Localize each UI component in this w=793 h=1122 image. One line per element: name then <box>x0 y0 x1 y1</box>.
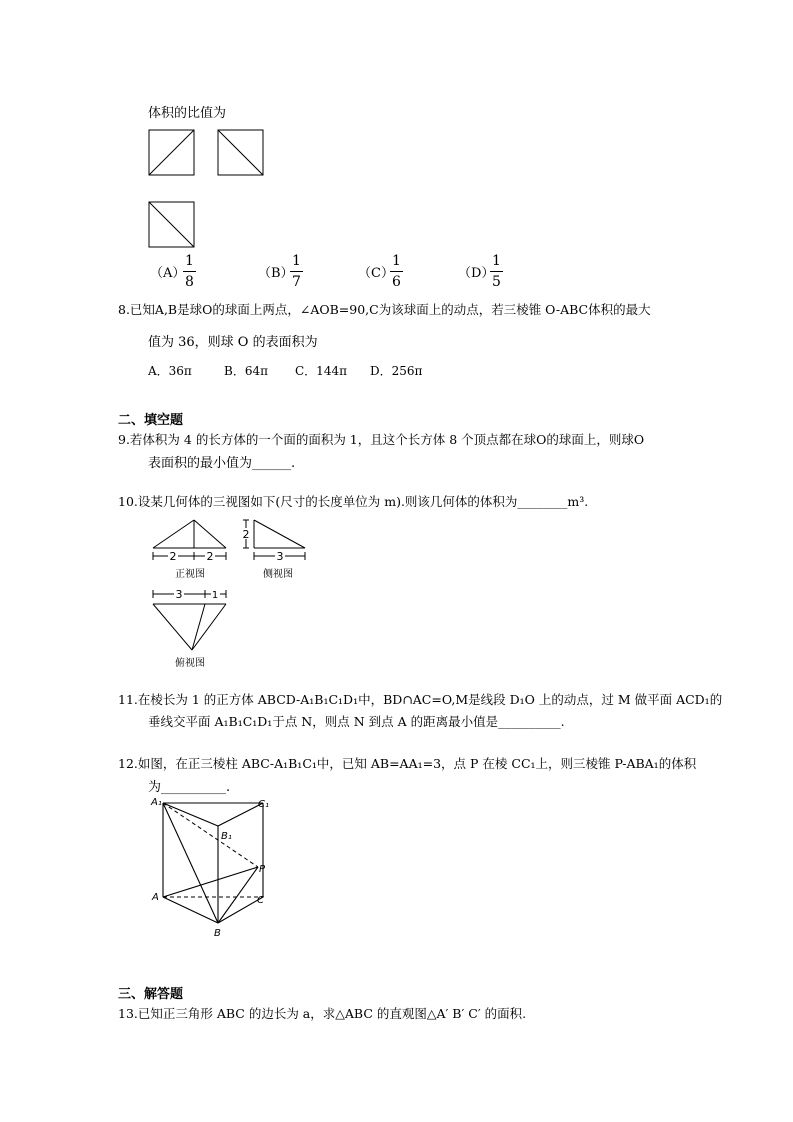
label-b: B <box>214 928 221 939</box>
section-answer-heading: 三、解答题 <box>118 987 184 1002</box>
front-dim-b: 2 <box>206 550 214 563</box>
square-top <box>149 202 194 247</box>
q12-line2: 为__________. <box>148 780 231 795</box>
q11-line2: 垂线交平面 A₁B₁C₁D₁于点 N，则点 N 到点 A 的距离最小值是__________. <box>148 714 565 729</box>
q7-three-view-figure <box>148 129 266 249</box>
side-dim: 3 <box>276 550 284 563</box>
front-view-label: 正视图 <box>175 569 205 580</box>
q12-prism-figure <box>148 793 278 939</box>
q8-option-d: D．256π <box>370 364 423 378</box>
side-view <box>243 520 305 560</box>
front-view <box>153 520 226 560</box>
label-a1: A₁ <box>151 797 162 808</box>
top-dim-a: 3 <box>175 588 183 601</box>
option-a-fraction: 1 8 <box>185 253 194 290</box>
q11-line1: 11.在棱长为 1 的正方体 ABCD-A₁B₁C₁D₁中，BD∩AC=O,M是线段 D₁O 上的动点，过 M 做平面 ACD₁的 <box>118 692 723 707</box>
q12-line1: 12.如图，在正三棱柱 ABC-A₁B₁C₁中，已知 AB=AA₁=3，点 P 在棱 CC₁上，则三棱锥 P-ABA₁的体积 <box>118 756 697 771</box>
top-view-label: 俯视图 <box>175 658 205 669</box>
option-d-fraction: 1 5 <box>492 253 501 290</box>
q8-option-b: B．64π <box>224 364 268 378</box>
option-a-label: （A） <box>150 266 186 281</box>
square-side <box>218 130 263 175</box>
q9-line1: 9.若体积为 4 的长方体的一个面的面积为 1，且这个长方体 8 个顶点都在球O的球面上，则球O <box>118 432 645 447</box>
q10-line1: 10.设某几何体的三视图如下(尺寸的长度单位为 m).则该几何体的体积为________m³. <box>118 494 589 509</box>
label-b1: B₁ <box>221 831 232 842</box>
height-dim: 2 <box>242 528 250 541</box>
option-b-label: （B） <box>258 266 294 281</box>
q8-line1: 8.已知A,B是球O的球面上两点，∠AOB=90,C为该球面上的动点，若三棱锥 O-ABC体积的最大 <box>118 302 651 317</box>
label-c: C <box>257 895 264 906</box>
option-c-label: （C） <box>358 266 394 281</box>
q13-text: 13.已知正三角形 ABC 的边长为 a，求△ABC 的直观图△A′ B′ C′ 的面积. <box>118 1006 527 1021</box>
label-a: A <box>152 892 159 903</box>
square-front <box>149 130 194 175</box>
option-b-fraction: 1 7 <box>292 253 301 290</box>
prism-hidden-edges <box>163 803 263 897</box>
prism-solid-edges <box>163 803 263 923</box>
q9-line2: 表面积的最小值为______. <box>148 456 296 471</box>
q10-three-view-figure <box>150 518 315 670</box>
option-d-label: （D） <box>458 266 495 281</box>
q8-option-c: C．144π <box>295 364 347 378</box>
q8-line2: 值为 36，则球 O 的表面积为 <box>148 335 318 350</box>
side-view-label: 侧视图 <box>263 569 293 580</box>
q7-tail-text: 体积的比值为 <box>148 106 227 121</box>
top-dim-b: 1 <box>211 590 219 601</box>
section-fill-in-heading: 二、填空题 <box>118 413 184 428</box>
q8-option-a: A．36π <box>148 364 192 378</box>
label-c1: C₁ <box>258 799 269 810</box>
front-dim-a: 2 <box>169 550 177 563</box>
label-p: P <box>259 864 266 875</box>
option-c-fraction: 1 6 <box>392 253 401 290</box>
